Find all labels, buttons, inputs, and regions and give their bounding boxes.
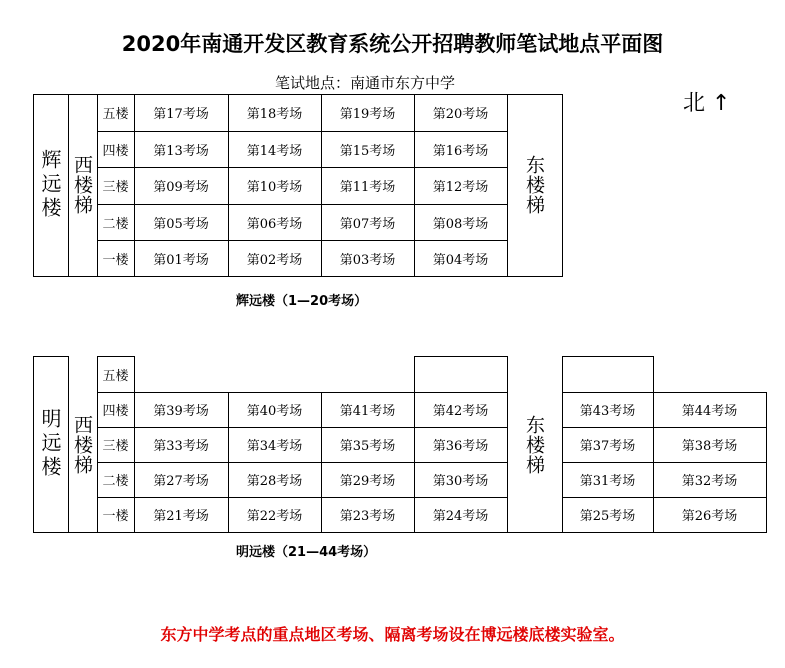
- east-staircase: 东楼梯: [523, 414, 545, 475]
- exam-room: 第31考场: [579, 474, 636, 489]
- floor-label: 三楼: [102, 180, 129, 195]
- exam-room: 第38考场: [681, 439, 738, 454]
- exam-room: 第30考场: [432, 474, 489, 489]
- exam-room: 第02考场: [246, 252, 303, 268]
- exam-room: 第01考场: [153, 252, 209, 268]
- exam-room: 第27考场: [153, 474, 209, 489]
- exam-room: 第43考场: [579, 404, 636, 419]
- exam-room: 第33考场: [153, 439, 209, 454]
- page-title: 2020年南通开发区教育系统公开招聘教师笔试地点平面图: [121, 32, 664, 56]
- exam-room: 第06考场: [246, 216, 303, 232]
- exam-room: 第10考场: [246, 180, 303, 195]
- exam-room: 第19考场: [339, 107, 396, 122]
- grid-line: [562, 94, 563, 277]
- grid-line: [33, 532, 767, 533]
- exam-room: 第40考场: [246, 404, 303, 419]
- floor-label: 四楼: [102, 143, 129, 159]
- north-indicator: [683, 86, 730, 117]
- exam-room: 第23考场: [339, 509, 396, 524]
- exam-room: 第26考场: [681, 509, 738, 524]
- floor-label: 五楼: [102, 368, 129, 384]
- exam-room: 第41考场: [339, 404, 396, 419]
- floor-label: 二楼: [102, 216, 129, 232]
- exam-room: 第14考场: [246, 143, 303, 159]
- north-label: 北: [683, 91, 706, 116]
- isolation-room-note: 东方中学考点的重点地区考场、隔离考场设在博远楼底楼实验室。: [160, 625, 625, 644]
- exam-room: 第25考场: [579, 509, 636, 524]
- exam-room: 第24考场: [432, 509, 489, 524]
- exam-room: 第18考场: [246, 107, 303, 122]
- exam-room: 第35考场: [339, 439, 396, 454]
- exam-room: 第12考场: [432, 180, 489, 195]
- exam-room: 第32考场: [681, 474, 738, 489]
- exam-room: 第11考场: [339, 180, 396, 195]
- grid-line: [766, 392, 767, 533]
- exam-room: 第37考场: [579, 439, 636, 454]
- exam-room: 第20考场: [432, 107, 489, 122]
- floor-label: 二楼: [102, 474, 129, 489]
- exam-room: 第21考场: [153, 509, 209, 524]
- exam-room: 第29考场: [339, 474, 396, 489]
- exam-room: 第13考场: [153, 143, 209, 159]
- exam-room: 第03考场: [339, 252, 396, 268]
- exam-room: 第07考场: [339, 216, 396, 232]
- building-mingyuan-caption: 明远楼（21—44考场）: [236, 545, 377, 560]
- north-arrow-icon: ↑: [712, 91, 731, 116]
- floor-label: 一楼: [102, 252, 129, 268]
- exam-room: 第04考场: [432, 252, 489, 268]
- exam-room: 第28考场: [246, 474, 303, 489]
- exam-room: 第39考场: [153, 404, 209, 419]
- west-staircase: 西楼梯: [71, 414, 93, 475]
- west-staircase: 西楼梯: [71, 155, 93, 215]
- exam-room: 第17考场: [153, 107, 209, 122]
- floor-label: 三楼: [102, 439, 129, 454]
- floor-label: 一楼: [102, 509, 129, 524]
- exam-room: 第36考场: [432, 439, 489, 454]
- exam-room: 第34考场: [246, 439, 303, 454]
- building-mingyuan-name: 明远楼: [38, 408, 62, 480]
- exam-room: 第44考场: [681, 404, 738, 419]
- building-huiyuan-name: 辉远楼: [38, 149, 62, 221]
- exam-room: 第22考场: [246, 509, 303, 524]
- floor-label: 四楼: [102, 404, 129, 419]
- grid-line: [562, 356, 654, 357]
- building-huiyuan-caption: 辉远楼（1—20考场）: [236, 294, 368, 309]
- exam-location: 笔试地点：南通市东方中学: [274, 74, 455, 92]
- grid-line: [414, 356, 508, 357]
- exam-room: 第08考场: [432, 216, 489, 232]
- exam-room: 第15考场: [339, 143, 396, 159]
- exam-room: 第42考场: [432, 404, 489, 419]
- floor-label: 五楼: [102, 107, 129, 122]
- exam-room: 第05考场: [153, 216, 209, 232]
- east-staircase: 东楼梯: [523, 155, 545, 215]
- grid-line: [33, 276, 563, 277]
- exam-room: 第09考场: [153, 180, 209, 195]
- exam-room: 第16考场: [432, 143, 489, 159]
